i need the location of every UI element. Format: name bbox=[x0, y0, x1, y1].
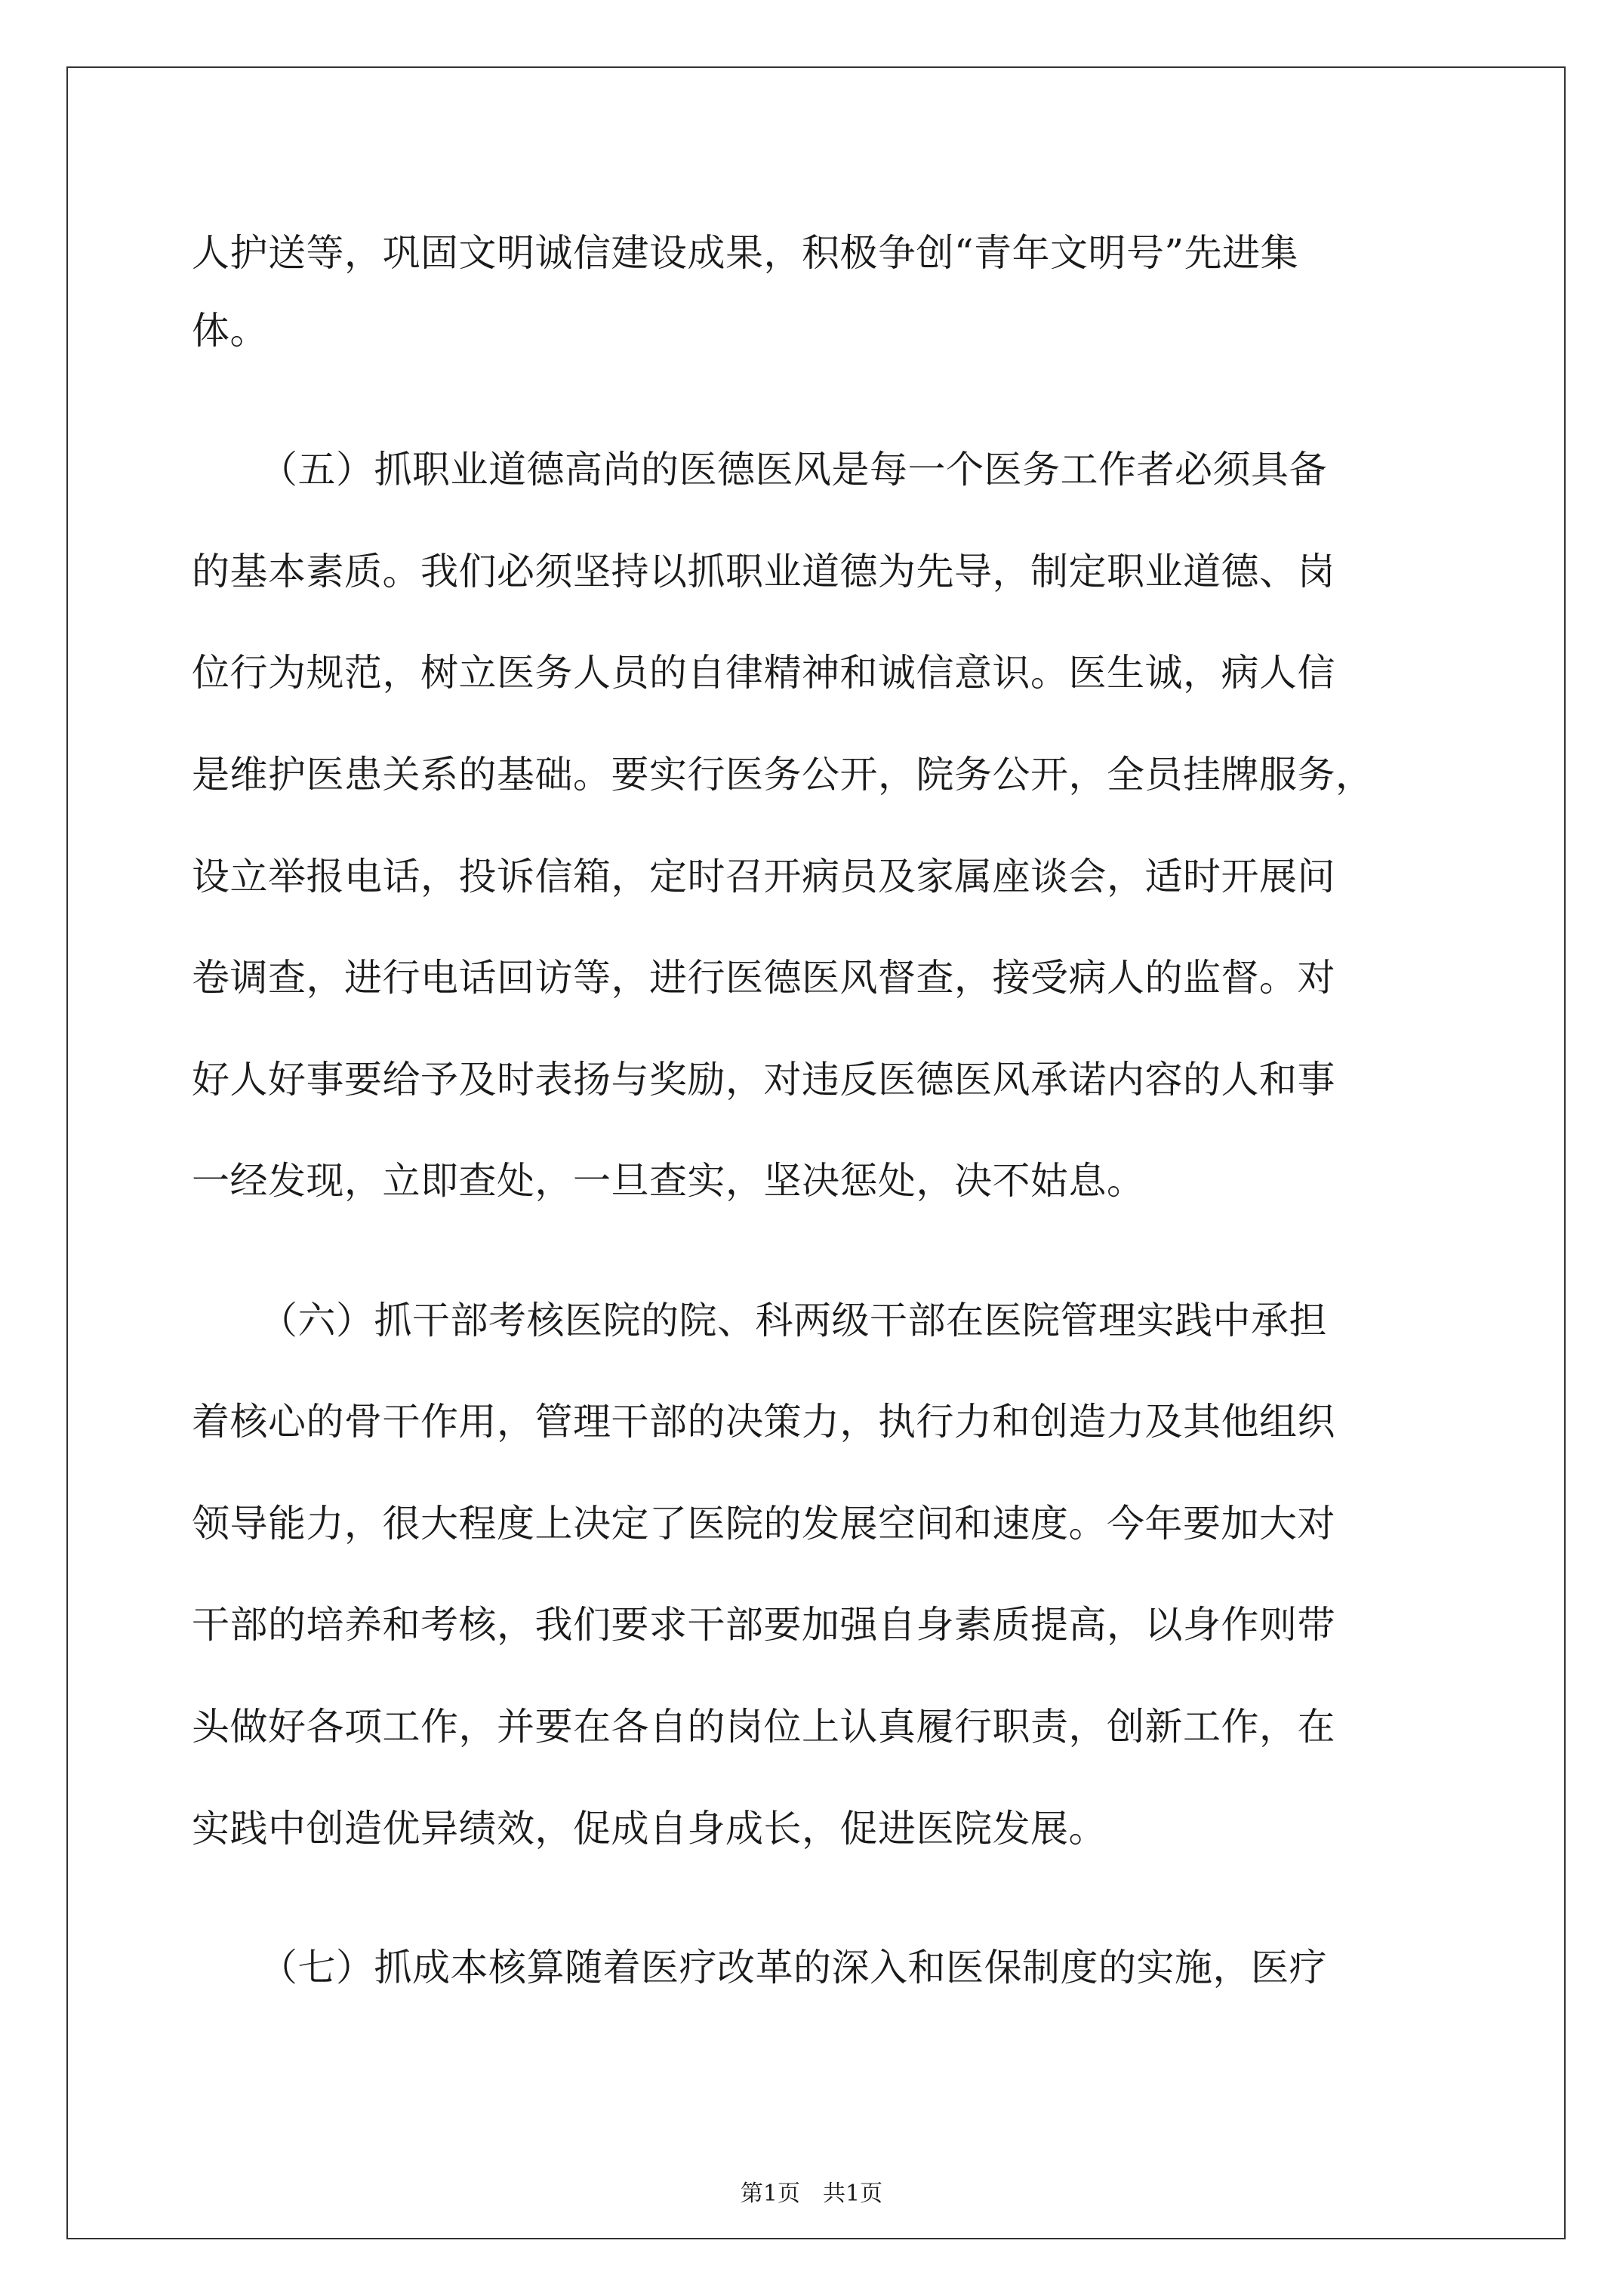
body-line: （五）抓职业道德高尚的医德医风是每一个医务工作者必须具备 bbox=[260, 448, 1327, 492]
body-line: 位行为规范，树立医务人员的自律精神和诚信意识。医生诚，病人信 bbox=[192, 651, 1335, 695]
body-line: 头做好各项工作，并要在各自的岗位上认真履行职责，创新工作，在 bbox=[192, 1705, 1335, 1749]
body-line: 体。 bbox=[192, 309, 268, 353]
body-line: （七）抓成本核算随着医疗改革的深入和医保制度的实施，医疗 bbox=[260, 1946, 1327, 1989]
body-line: 是维护医患关系的基础。要实行医务公开，院务公开，全员挂牌服务， bbox=[192, 753, 1374, 797]
page-number-footer: 第1页 共1页 bbox=[740, 2180, 883, 2207]
body-line: 好人好事要给予及时表扬与奖励，对违反医德医风承诺内容的人和事 bbox=[192, 1058, 1335, 1102]
body-line: 一经发现，立即查处，一旦查实，坚决惩处，决不姑息。 bbox=[192, 1159, 1145, 1203]
body-line: 人护送等，巩固文明诚信建设成果，积极争创“青年文明号”先进集 bbox=[192, 231, 1299, 275]
body-line: 卷调查，进行电话回访等，进行医德医风督查，接受病人的监督。对 bbox=[192, 956, 1335, 1000]
body-line: 领导能力，很大程度上决定了医院的发展空间和速度。今年要加大对 bbox=[192, 1502, 1335, 1546]
body-line: 的基本素质。我们必须坚持以抓职业道德为先导，制定职业道德、岗 bbox=[192, 550, 1335, 593]
body-line: 着核心的骨干作用，管理干部的决策力，执行力和创造力及其他组织 bbox=[192, 1400, 1335, 1444]
body-line: 实践中创造优异绩效，促成自身成长，促进医院发展。 bbox=[192, 1807, 1107, 1851]
body-line: 设立举报电话，投诉信箱，定时召开病员及家属座谈会，适时开展问 bbox=[192, 855, 1335, 898]
page-frame bbox=[66, 66, 1566, 2239]
body-line: 干部的培养和考核，我们要求干部要加强自身素质提高，以身作则带 bbox=[192, 1603, 1335, 1647]
body-line: （六）抓干部考核医院的院、科两级干部在医院管理实践中承担 bbox=[260, 1299, 1327, 1342]
